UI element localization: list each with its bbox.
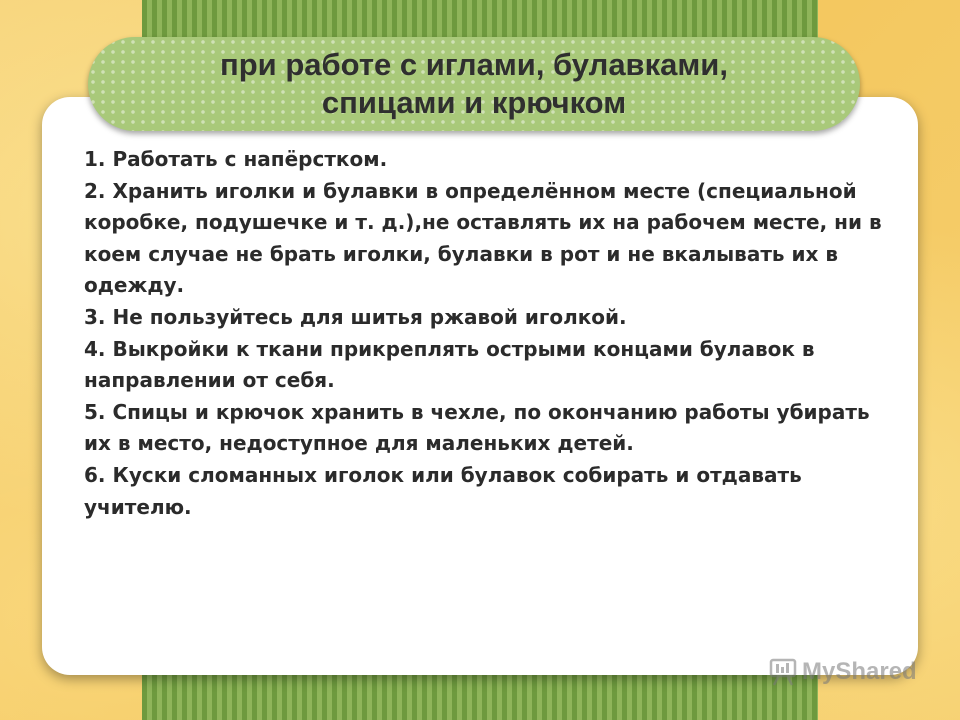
myshared-watermark [768,656,917,688]
slide-title-line-2: спицами и крючком [321,85,627,120]
title-banner [88,37,860,131]
rule-item-5: 5. Спицы и крючок хранить в чехле, по окончанию работы убирать их в место, недоступное для маленьких детей. [84,399,870,456]
rule-item-2: 2. Хранить иголки и булавки в определённом месте (специальной коробке, подушечке и т. д.),не оставлять их на рабочем месте, ни в коем случае не брать иголки, булавки в рот и не вкалывать их в одежду. [84,178,882,298]
rule-item-1: 1. Работать с напёрстком. [84,147,388,171]
rule-item-4: 4. Выкройки к ткани прикреплять острыми концами булавок в направлении от себя. [84,336,815,393]
rules-list [84,144,884,523]
rule-item-6: 6. Куски сломанных иголок или булавок собирать и отдавать учителю. [84,462,802,519]
presentation-board-icon [768,658,798,686]
slide-title-line-1: при работе с иглами, булавками, [220,47,728,82]
rule-item-3: 3. Не пользуйтесь для шитья ржавой иголкой. [84,304,627,329]
watermark-text: MyShared [802,658,917,685]
